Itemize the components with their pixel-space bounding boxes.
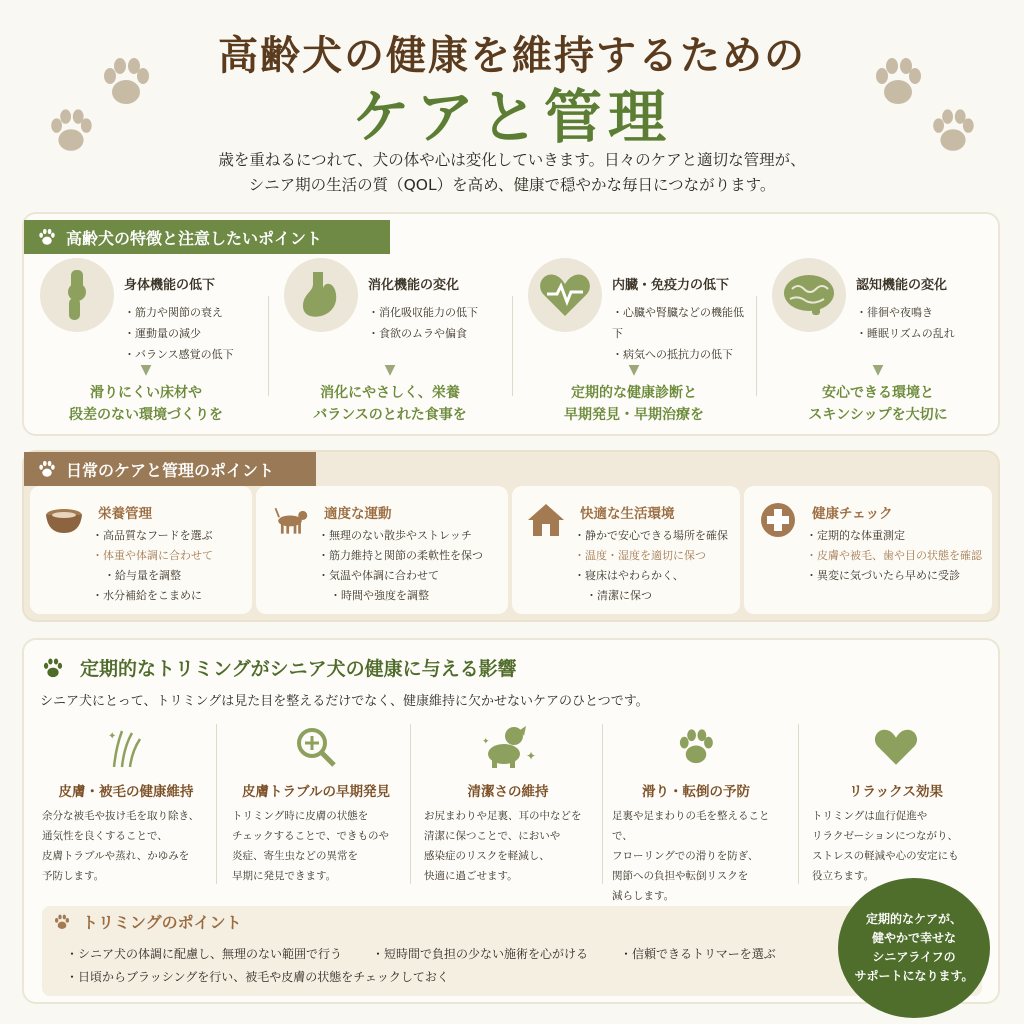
house-icon [526,500,566,540]
trimming-point: ・ シニア犬の体調に配慮し、無理のない範囲で行う [66,945,342,962]
intro-text: 歳を重ねるにつれて、犬の体や心は変化していきます。日々のケアと適切な管理が、 シニア期の生活の質（QOL）を高め、健康で穏やかな毎日につながります。 [218,151,806,194]
heart-pulse-icon [528,258,602,332]
down-arrow-icon: ▼ [384,362,396,378]
trimming-effect-relaxation: リラックス効果 トリミングは血行促進や リラクゼーションにつながり、 ストレスの軽減や心の安定にも 役立ちます。 [806,722,986,882]
section-heading-features: 高齢犬の特徴と注意したいポイント [24,220,390,254]
divider [268,296,269,396]
divider [602,724,603,884]
food-bowl-icon [44,500,84,540]
medical-cross-icon [758,500,798,540]
feature-cognitive [758,258,998,428]
page-title: 高齢犬の健康を維持するための [218,33,806,79]
feature-advice: 定期的な健康診断と 早期発見・早期治療を [564,385,704,423]
divider [512,296,513,396]
joint-icon [40,258,114,332]
feature-advice: 消化にやさしく、栄養 バランスのとれた食事を [313,385,467,423]
feature-advice: 滑りにくい床材や 段差のない環境づくりを [69,385,223,423]
paw-icon [36,226,58,248]
page-subtitle: ケアと管理 [351,83,672,151]
magnifier-plus-icon [286,722,346,772]
down-arrow-icon: ▼ [628,362,640,378]
feature-name: 消化機能の変化 [368,278,460,293]
paw-icon [666,722,726,772]
walking-dog-icon [270,500,310,540]
down-arrow-icon: ▼ [140,362,152,378]
feature-name: 認知機能の変化 [856,278,948,293]
svg-text:✦: ✦ [108,731,117,742]
summary-badge: 定期的なケアが、 健やかで幸せな シニアライフの サポートになります。 [838,878,990,1018]
feature-organs [514,258,754,428]
feature-bullets: ・ 心臓や腎臓などの機能低下 ・ 病気への抵抗力の低下 [612,302,754,365]
svg-text:✦: ✦ [526,749,536,763]
divider [216,724,217,884]
feature-name: 内臓・免疫力の低下 [612,278,730,293]
feature-bullets: ・ 徘徊や夜鳴き ・ 睡眠リズムの乱れ [856,302,955,344]
divider [756,296,757,396]
paw-icon [52,912,72,932]
trimming-point: ・ 信頼できるトリマーを選ぶ [620,945,776,962]
section-heading-trimming: 定期的なトリミングがシニア犬の健康に与える影響 [40,654,517,681]
trimming-point: ・ 短時間で負担の少ない施術を心がける [372,945,588,962]
trimming-effect-coat: ✦ 皮膚・被毛の健康維持 余分な被毛や抜け毛を取り除き、 通気性を良くすることで、 皮膚トラブルや蒸れ、かゆみを 予防します。 [36,722,216,882]
trimming-effect-early-detection: 皮膚トラブルの早期発見 トリミング時に皮膚の状態を チェックすることで、できものや 炎症、寄生虫などの異常を 早期に発見できます。 [226,722,406,882]
feature-digestion [270,258,510,428]
feature-advice: 安心できる環境と スキンシップを大切に [808,385,948,423]
down-arrow-icon: ▼ [872,362,884,378]
trimming-intro: シニア犬にとって、トリミングは見た目を整えるだけでなく、健康維持に欠かせないケアのひとつです。 [40,694,649,709]
care-card-nutrition: 栄養管理 ・ 高品質なフードを選ぶ ・ 体重や体調に合わせて ・ 給与量を調整 ・ 水分補給をこまめに [30,486,252,614]
care-card-health-check: 健康チェック ・ 定期的な体重測定 ・ 皮膚や被毛、歯や目の状態を確認 ・ 異変に気づいたら早めに受診 [744,486,992,614]
paw-icon [40,655,66,681]
paw-icon [36,458,58,480]
care-card-environment: 快適な生活環境 ・ 静かで安心できる場所を確保 ・ 温度・湿度を適切に保つ ・ 寝床はやわらかく、 ・ 清潔に保つ [512,486,740,614]
brain-icon [772,258,846,332]
trimming-point: ・ 日頃からブラッシングを行い、被毛や皮膚の状態をチェックしておく [66,968,449,985]
care-card-exercise: 適度な運動 ・ 無理のない散歩やストレッチ ・ 筋力維持と関節の柔軟性を保つ ・ 気温や体調に合わせて ・ 時間や強度を調整 [256,486,508,614]
divider [410,724,411,884]
trimming-effect-slip-prevention: 滑り・転倒の予防 足裏や足まわりの毛を整えることで、 フローリングでの滑りを防ぎ、 関節への負担や転倒リスクを 減らします。 [606,722,786,882]
heart-icon [866,722,926,772]
feature-bullets: ・ 筋力や関節の衰え ・ 運動量の減少 ・ バランス感覚の低下 [124,302,234,365]
trimming-effect-cleanliness: ✦ ✦ 清潔さの維持 お尻まわりや足裏、耳の中などを 清潔に保つことで、においや 感染症のリスクを軽減し、 快適に過ごせます。 [418,722,598,882]
feature-bullets: ・ 消化吸収能力の低下 ・ 食欲のムラや偏食 [368,302,478,344]
trimming-points-heading: トリミングのポイント [52,910,242,933]
feature-name: 身体機能の低下 [124,278,216,293]
svg-text:✦: ✦ [482,737,490,747]
divider [798,724,799,884]
section-heading-daily-care: 日常のケアと管理のポイント [24,452,316,486]
feature-physical [26,258,266,428]
stomach-icon [284,258,358,332]
clean-dog-icon [478,722,538,772]
fur-icon [96,722,156,772]
